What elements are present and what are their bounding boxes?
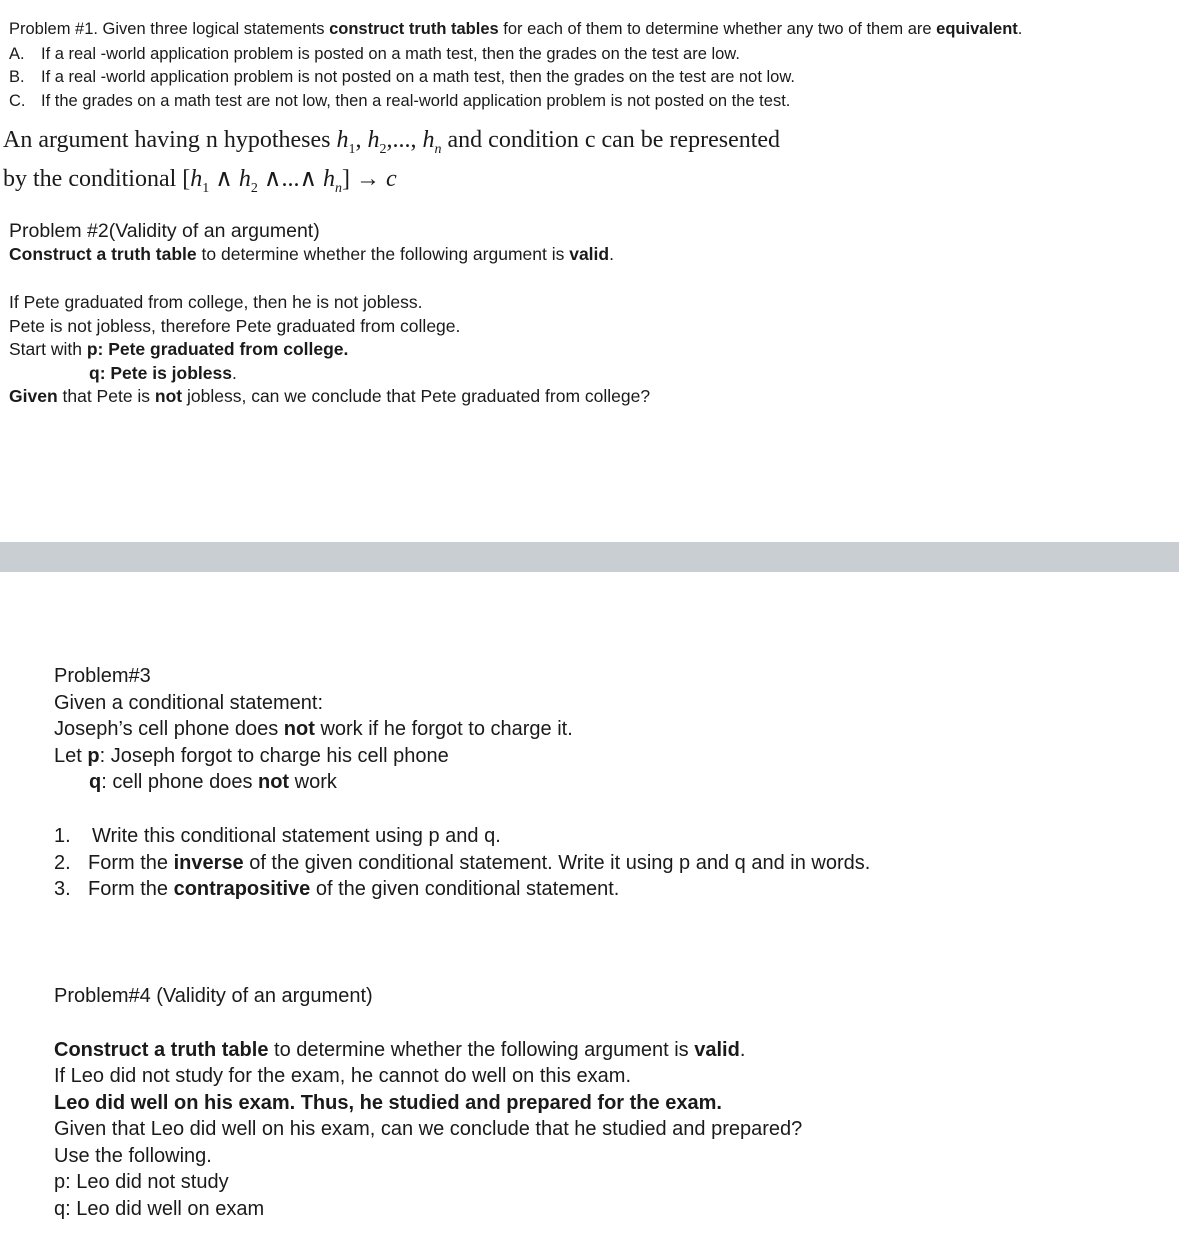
problem3-q-def: : cell phone does — [101, 771, 258, 793]
problem4-title: Problem#4 (Validity of an argument) — [54, 985, 373, 1007]
problem2-given — [9, 385, 650, 409]
argdef-arrow: ] → — [342, 166, 387, 192]
problem2-given-text2: jobless, can we conclude that Pete graduated from college? — [182, 386, 651, 406]
argdef-sub: 2 — [379, 141, 387, 157]
problem4-line3: Leo did well on his exam. Thus, he studied and prepared for the exam. — [54, 1092, 722, 1114]
item-text: Form the — [88, 852, 174, 874]
problem3-not: not — [283, 718, 315, 740]
problem2-text: to determine whether the following argument is — [196, 244, 570, 264]
argdef-text: by the conditional [ — [3, 166, 191, 192]
problem3-q-end: work — [289, 771, 337, 793]
problem3-item-2 — [54, 850, 870, 877]
problem3-line3 — [54, 743, 449, 770]
problem1-intro-bold2: equivalent — [936, 20, 1018, 38]
item-text: If a real -world application problem is posted on a math test, then the grades on the test are low. — [41, 45, 740, 63]
problem2-end: . — [609, 244, 614, 264]
problem1-item-a — [9, 43, 740, 67]
argdef-and: ∧...∧ — [257, 166, 324, 192]
item-marker: 2. — [54, 852, 71, 874]
argdef-h: h — [336, 127, 349, 153]
problem3-q-not: not — [258, 771, 290, 793]
problem2-q-bold: q: Pete is jobless — [89, 363, 232, 383]
argdef-h: h — [190, 166, 203, 192]
problem3-line1: Given a conditional statement: — [54, 692, 324, 714]
problem2-title: Problem #2(Validity of an argument) — [9, 220, 320, 242]
problem2-arg1: If Pete graduated from college, then he is not jobless. — [9, 292, 423, 312]
argdef-text: An argument having n hypotheses — [3, 127, 337, 153]
argdef-dots: ,..., — [386, 127, 423, 153]
problem1-item-c — [9, 90, 790, 114]
problem1-intro-end: . — [1017, 20, 1023, 38]
problem2-start — [9, 338, 348, 362]
problem3-item-3 — [54, 876, 619, 903]
problem2-start-text: Start with — [9, 339, 87, 359]
argdef-h: h — [422, 127, 435, 153]
problem3-p: p — [87, 745, 100, 767]
problem4-text: to determine whether the following argument is — [268, 1039, 695, 1061]
problem1-intro-text2: for each of them to determine whether any two of them are — [498, 20, 937, 38]
argdef-h: h — [323, 166, 336, 192]
problem2-given-not: not — [154, 386, 183, 406]
problem1-intro-bold: construct truth tables — [329, 20, 499, 38]
problem3-q: q — [89, 771, 102, 793]
argument-def-line2 — [3, 160, 397, 208]
argdef-sub: n — [335, 180, 343, 196]
argdef-sub: n — [434, 141, 442, 157]
problem1-item-b — [9, 66, 795, 90]
argdef-sub: 1 — [202, 180, 210, 196]
problem4-bold: Construct a truth table — [54, 1039, 269, 1061]
argdef-sep: , — [355, 127, 368, 153]
problem2-bold: Construct a truth table — [9, 244, 197, 264]
argdef-text2: and condition c can be represented — [441, 127, 781, 153]
problem1-intro — [9, 18, 1022, 42]
problem4-line2: If Leo did not study for the exam, he cannot do well on this exam. — [54, 1065, 632, 1087]
problem2-instruction — [9, 243, 614, 267]
item-bold: contrapositive — [173, 878, 311, 900]
problem4-valid: valid — [694, 1039, 740, 1061]
item-text2: of the given conditional statement. — [310, 878, 620, 900]
item-text: If the grades on a math test are not low, then a real-world application problem is not posted on the test. — [41, 92, 791, 110]
argdef-c: c — [386, 166, 397, 192]
argdef-h: h — [238, 166, 251, 192]
argdef-h: h — [367, 127, 380, 153]
problem3-let: Let — [54, 745, 88, 767]
item-text2: of the given conditional statement. Write it using p and q and in words. — [243, 852, 871, 874]
argdef-and: ∧ — [209, 166, 239, 192]
item-text: Form the — [88, 878, 174, 900]
problem3-text2: work if he forgot to charge it. — [314, 718, 573, 740]
problem4-line7: q: Leo did well on exam — [54, 1198, 265, 1220]
problem2-q-end: . — [231, 363, 237, 383]
problem2-valid: valid — [569, 244, 610, 264]
problem4-end: . — [739, 1039, 746, 1061]
item-marker: 1. — [54, 825, 71, 847]
argdef-sub: 2 — [250, 180, 258, 196]
problem3-line4 — [89, 769, 337, 796]
problem1-intro-text: Problem #1. Given three logical statements — [9, 20, 330, 38]
problem2-arg2: Pete is not jobless, therefore Pete graduated from college. — [9, 316, 461, 336]
problem3-item-1 — [54, 823, 501, 850]
problem3-text: Joseph’s cell phone does — [54, 718, 284, 740]
item-marker: B. — [9, 68, 25, 86]
problem4-line6: p: Leo did not study — [54, 1171, 229, 1193]
item-marker: A. — [9, 45, 25, 63]
argdef-sub: 1 — [348, 141, 356, 157]
item-bold: inverse — [173, 852, 244, 874]
problem2-start-p: p: Pete graduated from college. — [86, 339, 349, 359]
problem2-q — [89, 362, 237, 386]
problem4-line5: Use the following. — [54, 1145, 212, 1167]
problem3-line2 — [54, 716, 573, 743]
problem4-line4: Given that Leo did well on his exam, can we conclude that he studied and prepared? — [54, 1118, 803, 1140]
item-text: If a real -world application problem is not posted on a math test, then the grades on the test are not low. — [41, 68, 795, 86]
problem3-p-def: : Joseph forgot to charge his cell phone — [99, 745, 449, 767]
problem2-given-bold: Given — [9, 386, 58, 406]
item-marker: C. — [9, 92, 26, 110]
item-marker: 3. — [54, 878, 71, 900]
problem4-instruction — [54, 1037, 745, 1064]
problem3-title: Problem#3 — [54, 665, 151, 687]
problem2-given-text: that Pete is — [57, 386, 155, 406]
item-text: Write this conditional statement using p and q. — [92, 825, 501, 847]
page-divider — [0, 542, 1179, 572]
